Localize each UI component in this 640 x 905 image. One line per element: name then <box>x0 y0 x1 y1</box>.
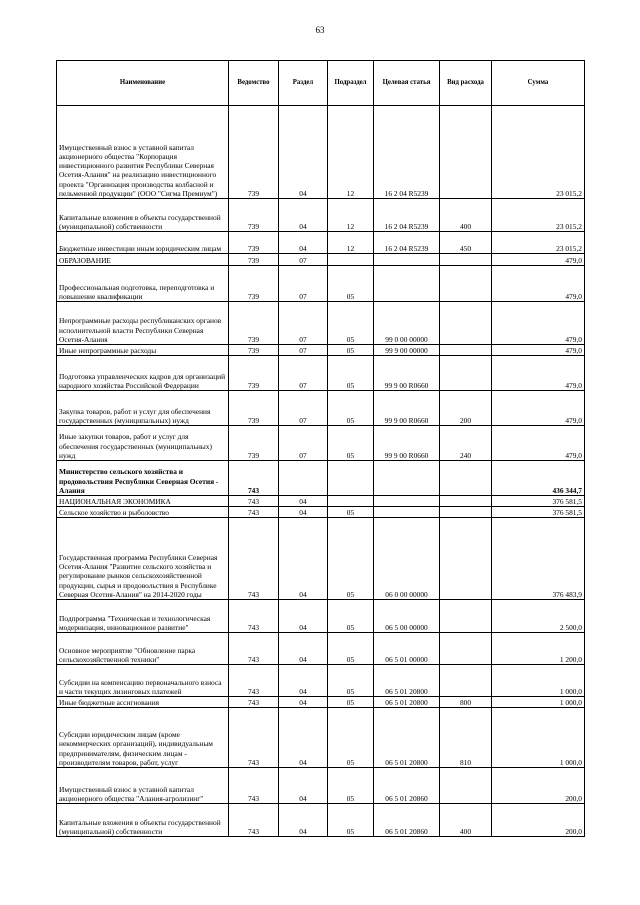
row-name-cell: Имущественный взнос в уставной капитал акционерного общества "Корпорация инвестиционного развития Республики Северная Осетия-Алания" на реализацию инвестиционного проекта "Организация производства колбасной и пельменной продукции" (ООО "Сигма Премиум") <box>57 106 229 199</box>
header-razdel: Раздел <box>279 61 328 106</box>
podrazdel-cell: 05 <box>328 518 374 600</box>
expense-type-cell <box>440 496 492 507</box>
expense-type-cell: 240 <box>440 426 492 461</box>
razdel-cell: 07 <box>279 426 328 461</box>
sum-cell: 479,0 <box>492 426 585 461</box>
podrazdel-cell: 05 <box>328 768 374 804</box>
razdel-cell: 04 <box>279 600 328 633</box>
vedomstvo-cell: 739 <box>229 302 279 345</box>
table-row <box>57 266 585 302</box>
expense-type-cell: 450 <box>440 232 492 254</box>
podrazdel-cell: 05 <box>328 804 374 837</box>
vedomstvo-cell: 739 <box>229 391 279 426</box>
page-number: 63 <box>315 25 325 35</box>
podrazdel-cell: 05 <box>328 507 374 518</box>
table-row <box>57 356 585 391</box>
target-article-cell: 06 5 00 00000 <box>374 600 440 633</box>
row-name-cell: Непрограммные расходы республиканских органов исполнительной власти Республики Северная Осетия-Алания <box>57 302 229 345</box>
target-article-cell: 06 5 01 20800 <box>374 665 440 697</box>
target-article-cell <box>374 496 440 507</box>
razdel-cell: 04 <box>279 507 328 518</box>
table-row <box>57 518 585 600</box>
vedomstvo-cell: 743 <box>229 697 279 708</box>
expense-type-cell <box>440 633 492 665</box>
razdel-cell: 07 <box>279 254 328 266</box>
target-article-cell: 06 5 01 20800 <box>374 697 440 708</box>
sum-cell: 1 000,0 <box>492 708 585 768</box>
sum-cell: 1 000,0 <box>492 665 585 697</box>
sum-cell: 479,0 <box>492 391 585 426</box>
razdel-cell: 04 <box>279 106 328 199</box>
podrazdel-cell: 12 <box>328 232 374 254</box>
vedomstvo-cell: 739 <box>229 345 279 356</box>
expense-type-cell <box>440 461 492 496</box>
sum-cell: 23 015,2 <box>492 232 585 254</box>
razdel-cell: 07 <box>279 345 328 356</box>
table-row <box>57 391 585 426</box>
target-article-cell: 99 0 00 00000 <box>374 302 440 345</box>
expense-type-cell <box>440 768 492 804</box>
sum-cell: 479,0 <box>492 266 585 302</box>
razdel-cell: 04 <box>279 633 328 665</box>
table-row <box>57 232 585 254</box>
target-article-cell: 06 5 01 00000 <box>374 633 440 665</box>
podrazdel-cell: 05 <box>328 266 374 302</box>
razdel-cell: 04 <box>279 708 328 768</box>
vedomstvo-cell: 739 <box>229 254 279 266</box>
expense-type-cell <box>440 507 492 518</box>
vedomstvo-cell: 739 <box>229 199 279 232</box>
row-name-cell: Капитальные вложения в объекты государственной (муниципальной) собственности <box>57 199 229 232</box>
podrazdel-cell: 12 <box>328 106 374 199</box>
row-name-cell: Бюджетные инвестиции иным юридическим лицам <box>57 232 229 254</box>
table-row <box>57 600 585 633</box>
razdel-cell: 04 <box>279 518 328 600</box>
sum-cell: 200,0 <box>492 768 585 804</box>
sum-cell: 1 200,0 <box>492 633 585 665</box>
target-article-cell: 06 5 01 20860 <box>374 804 440 837</box>
expense-type-cell <box>440 302 492 345</box>
table-body <box>57 106 585 837</box>
table-row <box>57 302 585 345</box>
razdel-cell: 07 <box>279 356 328 391</box>
row-name-cell: Профессиональная подготовка, переподготовка и повышение квалификации <box>57 266 229 302</box>
target-article-cell <box>374 461 440 496</box>
target-article-cell: 99 9 00 R0660 <box>374 356 440 391</box>
target-article-cell <box>374 254 440 266</box>
expense-type-cell <box>440 345 492 356</box>
row-name-cell: Иные закупки товаров, работ и услуг для обеспечения государственных (муниципальных) нужд <box>57 426 229 461</box>
expense-type-cell <box>440 266 492 302</box>
vedomstvo-cell: 739 <box>229 426 279 461</box>
row-name-cell: Капитальные вложения в объекты государственной (муниципальной) собственности <box>57 804 229 837</box>
expense-type-cell: 800 <box>440 697 492 708</box>
vedomstvo-cell: 743 <box>229 518 279 600</box>
table-row <box>57 426 585 461</box>
target-article-cell: 99 9 00 R0660 <box>374 391 440 426</box>
target-article-cell <box>374 507 440 518</box>
row-name-cell: Подготовка управленческих кадров для организаций народного хозяйства Российской Федерации <box>57 356 229 391</box>
row-name-cell: Государственная программа Республики Северная Осетия-Алания "Развитие сельского хозяйства и регулирование рынков сельскохозяйственной продукции, сырья и продовольствия в Республике Северная Осетия-Алания" на 2014-2020 годы <box>57 518 229 600</box>
podrazdel-cell: 05 <box>328 708 374 768</box>
vedomstvo-cell: 739 <box>229 232 279 254</box>
podrazdel-cell: 05 <box>328 391 374 426</box>
header-target-article: Целевая статья <box>374 61 440 106</box>
vedomstvo-cell: 739 <box>229 266 279 302</box>
podrazdel-cell <box>328 496 374 507</box>
expense-type-cell <box>440 254 492 266</box>
row-name-cell: НАЦИОНАЛЬНАЯ ЭКОНОМИКА <box>57 496 229 507</box>
podrazdel-cell: 05 <box>328 426 374 461</box>
podrazdel-cell: 05 <box>328 345 374 356</box>
header-name: Наименование <box>57 61 229 106</box>
sum-cell: 200,0 <box>492 804 585 837</box>
sum-cell: 479,0 <box>492 356 585 391</box>
podrazdel-cell: 12 <box>328 199 374 232</box>
budget-table <box>56 60 585 837</box>
vedomstvo-cell: 743 <box>229 708 279 768</box>
row-name-cell: Сельское хозяйство и рыболовство <box>57 507 229 518</box>
sum-cell: 376 581,5 <box>492 507 585 518</box>
target-article-cell: 06 5 01 20800 <box>374 708 440 768</box>
vedomstvo-cell: 743 <box>229 768 279 804</box>
row-name-cell: Субсидии на компенсацию первоначального взноса и части текущих лизинговых платежей <box>57 665 229 697</box>
table-row <box>57 106 585 199</box>
row-name-cell: Субсидии юридическим лицам (кроме некоммерческих организаций), индивидуальным предпринимателям, физическим лицам - производителям товаров, работ, услуг <box>57 708 229 768</box>
expense-type-cell: 200 <box>440 391 492 426</box>
row-name-cell: Имущественный взнос в уставной капитал акционерного общества "Алания-агролизинг" <box>57 768 229 804</box>
header-podrazdel: Подраздел <box>328 61 374 106</box>
table-row <box>57 496 585 507</box>
row-name-cell: Подпрограмма "Техническая и технологическая модернизация, инновационное развитие" <box>57 600 229 633</box>
row-name-cell: Иные бюджетные ассигнования <box>57 697 229 708</box>
table-row <box>57 768 585 804</box>
row-name-cell: Министерство сельского хозяйства и продовольствия Республики Северная Осетия - Алания <box>57 461 229 496</box>
razdel-cell: 04 <box>279 804 328 837</box>
target-article-cell: 16 2 04 R5239 <box>374 106 440 199</box>
sum-cell: 479,0 <box>492 345 585 356</box>
expense-type-cell <box>440 518 492 600</box>
razdel-cell: 04 <box>279 232 328 254</box>
sum-cell: 376 483,9 <box>492 518 585 600</box>
header-vedomstvo: Ведомство <box>229 61 279 106</box>
podrazdel-cell: 05 <box>328 302 374 345</box>
sum-cell: 1 000,0 <box>492 697 585 708</box>
razdel-cell: 07 <box>279 266 328 302</box>
sum-cell: 376 581,5 <box>492 496 585 507</box>
target-article-cell <box>374 266 440 302</box>
expense-type-cell <box>440 665 492 697</box>
vedomstvo-cell: 743 <box>229 496 279 507</box>
vedomstvo-cell: 739 <box>229 106 279 199</box>
razdel-cell: 04 <box>279 665 328 697</box>
podrazdel-cell: 05 <box>328 665 374 697</box>
expense-type-cell: 810 <box>440 708 492 768</box>
target-article-cell: 06 5 01 20860 <box>374 768 440 804</box>
target-article-cell: 99 9 00 00000 <box>374 345 440 356</box>
target-article-cell: 06 0 00 00000 <box>374 518 440 600</box>
podrazdel-cell <box>328 254 374 266</box>
razdel-cell: 07 <box>279 391 328 426</box>
sum-cell: 23 015,2 <box>492 106 585 199</box>
razdel-cell: 07 <box>279 302 328 345</box>
razdel-cell: 04 <box>279 697 328 708</box>
target-article-cell: 99 9 00 R0660 <box>374 426 440 461</box>
row-name-cell: Основное мероприятие "Обновление парка сельскохозяйственной техники" <box>57 633 229 665</box>
table-row <box>57 199 585 232</box>
table-row <box>57 665 585 697</box>
row-name-cell: Закупка товаров, работ и услуг для обеспечения государственных (муниципальных) нужд <box>57 391 229 426</box>
podrazdel-cell: 05 <box>328 600 374 633</box>
sum-cell: 2 500,0 <box>492 600 585 633</box>
vedomstvo-cell: 743 <box>229 507 279 518</box>
table-row <box>57 507 585 518</box>
table-row <box>57 708 585 768</box>
podrazdel-cell <box>328 461 374 496</box>
table-row <box>57 461 585 496</box>
header-row <box>57 61 585 106</box>
expense-type-cell <box>440 106 492 199</box>
sum-cell: 436 344,7 <box>492 461 585 496</box>
vedomstvo-cell: 743 <box>229 665 279 697</box>
vedomstvo-cell: 743 <box>229 804 279 837</box>
target-article-cell: 16 2 04 R5239 <box>374 232 440 254</box>
table-row <box>57 804 585 837</box>
vedomstvo-cell: 743 <box>229 461 279 496</box>
expense-type-cell <box>440 600 492 633</box>
expense-type-cell: 400 <box>440 804 492 837</box>
podrazdel-cell: 05 <box>328 633 374 665</box>
table-row <box>57 633 585 665</box>
sum-cell: 479,0 <box>492 302 585 345</box>
table-row <box>57 345 585 356</box>
row-name-cell: ОБРАЗОВАНИЕ <box>57 254 229 266</box>
podrazdel-cell: 05 <box>328 697 374 708</box>
vedomstvo-cell: 743 <box>229 600 279 633</box>
header-expense-type: Вид расхода <box>440 61 492 106</box>
table-row <box>57 697 585 708</box>
expense-type-cell <box>440 356 492 391</box>
sum-cell: 479,0 <box>492 254 585 266</box>
vedomstvo-cell: 743 <box>229 633 279 665</box>
row-name-cell: Иные непрограммные расходы <box>57 345 229 356</box>
razdel-cell: 04 <box>279 768 328 804</box>
header-sum: Сумма <box>492 61 585 106</box>
expense-type-cell: 400 <box>440 199 492 232</box>
razdel-cell: 04 <box>279 496 328 507</box>
table-row <box>57 254 585 266</box>
target-article-cell: 16 2 04 R5239 <box>374 199 440 232</box>
vedomstvo-cell: 739 <box>229 356 279 391</box>
razdel-cell <box>279 461 328 496</box>
podrazdel-cell: 05 <box>328 356 374 391</box>
razdel-cell: 04 <box>279 199 328 232</box>
sum-cell: 23 015,2 <box>492 199 585 232</box>
